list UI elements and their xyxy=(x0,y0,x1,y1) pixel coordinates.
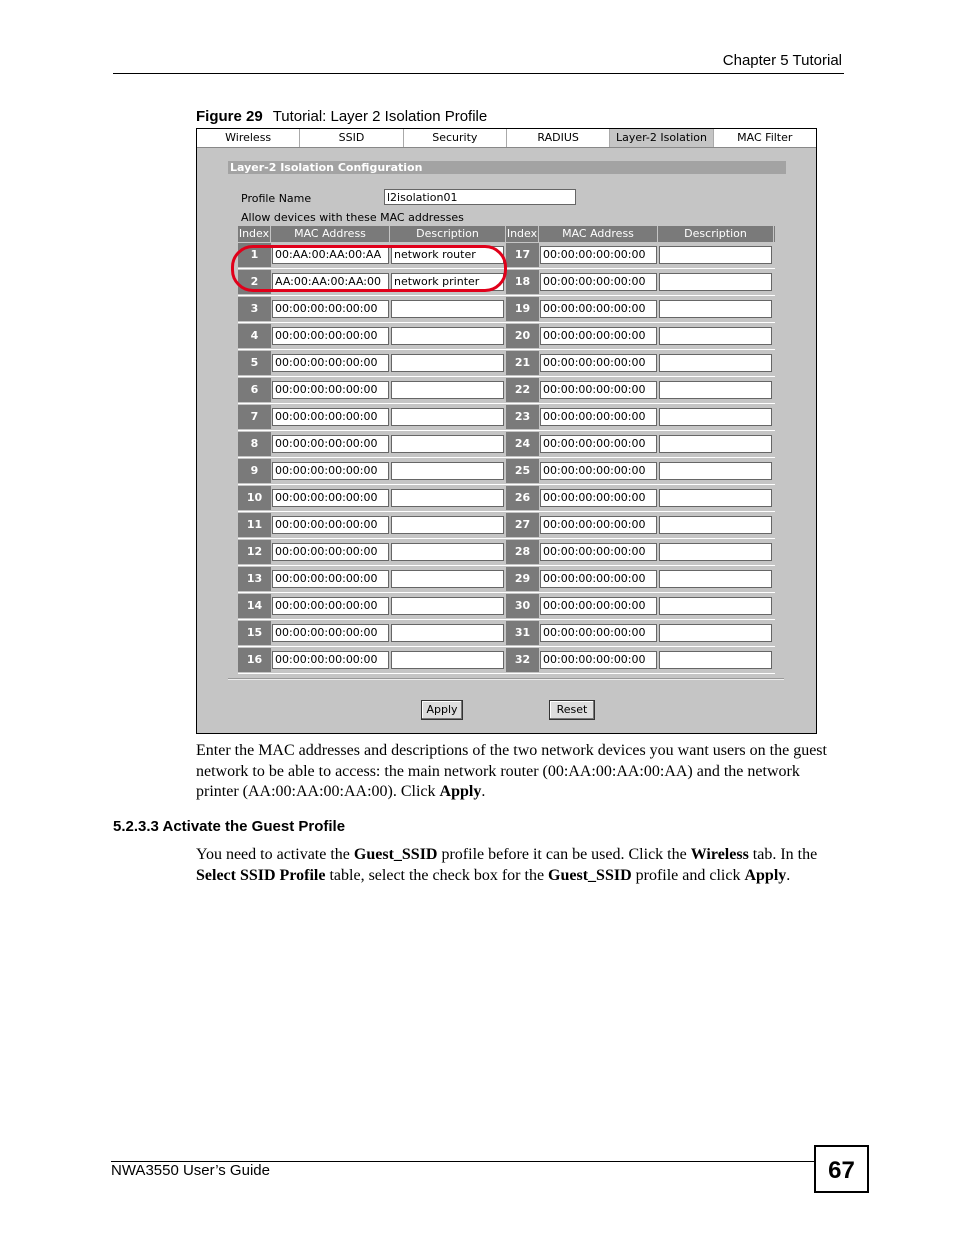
mac-address-input[interactable]: 00:00:00:00:00:00 xyxy=(272,489,389,507)
description-input[interactable] xyxy=(391,624,504,642)
description-input[interactable] xyxy=(659,327,772,345)
row-index: 16 xyxy=(238,648,271,672)
tab-layer-2-isolation[interactable]: Layer-2 Isolation xyxy=(610,129,713,147)
row-index: 18 xyxy=(506,270,539,294)
row-index: 32 xyxy=(506,648,539,672)
text-run: tab. In the xyxy=(748,846,818,863)
column-header: Description xyxy=(390,226,506,242)
row-index: 28 xyxy=(506,540,539,564)
tab-security[interactable]: Security xyxy=(404,129,507,147)
description-input[interactable] xyxy=(391,651,504,669)
description-input[interactable] xyxy=(391,327,504,345)
description-input[interactable] xyxy=(391,597,504,615)
mac-address-input[interactable]: 00:00:00:00:00:00 xyxy=(272,300,389,318)
mac-address-input[interactable]: 00:00:00:00:00:00 xyxy=(540,381,657,399)
text-run: . xyxy=(481,783,486,800)
description-input[interactable] xyxy=(659,408,772,426)
text-run: profile and click xyxy=(631,866,745,884)
allow-label: Allow devices with these MAC addresses xyxy=(241,211,464,224)
mac-address-input[interactable]: 00:00:00:00:00:00 xyxy=(540,543,657,561)
mac-address-input[interactable]: 00:00:00:00:00:00 xyxy=(272,624,389,642)
highlight-circle xyxy=(231,245,507,292)
mac-address-input[interactable]: 00:00:00:00:00:00 xyxy=(272,543,389,561)
mac-address-input[interactable]: 00:00:00:00:00:00 xyxy=(272,516,389,534)
description-input[interactable] xyxy=(659,543,772,561)
mac-address-input[interactable]: 00:00:00:00:00:00 xyxy=(272,570,389,588)
mac-address-input[interactable]: 00:00:00:00:00:00 xyxy=(540,273,657,291)
row-index: 21 xyxy=(506,351,539,375)
table-row xyxy=(238,377,775,404)
table-row xyxy=(238,620,775,647)
description-input[interactable] xyxy=(659,300,772,318)
bold-term: Apply xyxy=(439,783,482,800)
description-input[interactable] xyxy=(659,381,772,399)
figure-caption xyxy=(196,108,487,125)
mac-address-input[interactable]: 00:00:00:00:00:00 xyxy=(540,597,657,615)
row-index: 9 xyxy=(238,459,271,483)
text-run: You need to activate the xyxy=(196,846,354,863)
mac-address-input[interactable]: 00:00:00:00:00:00 xyxy=(540,570,657,588)
figure-label: Figure 29 xyxy=(196,108,263,125)
description-input[interactable] xyxy=(659,354,772,372)
table-header xyxy=(238,226,775,242)
mac-address-input[interactable]: 00:00:00:00:00:00 xyxy=(272,435,389,453)
paragraph-instructions xyxy=(196,741,841,803)
table-row xyxy=(238,323,775,350)
profile-name-label: Profile Name xyxy=(241,192,312,205)
row-index: 23 xyxy=(506,405,539,429)
description-input[interactable] xyxy=(391,435,504,453)
description-input[interactable] xyxy=(659,570,772,588)
description-input[interactable] xyxy=(391,300,504,318)
description-input[interactable] xyxy=(659,489,772,507)
column-header: MAC Address xyxy=(539,226,658,242)
mac-address-input[interactable]: 00:AA:00:AA:00:AA xyxy=(272,246,389,264)
row-index: 3 xyxy=(238,297,271,321)
row-index: 1 xyxy=(238,243,271,267)
row-index: 2 xyxy=(238,270,271,294)
mac-address-input[interactable]: 00:00:00:00:00:00 xyxy=(540,462,657,480)
row-index: 7 xyxy=(238,405,271,429)
row-index: 12 xyxy=(238,540,271,564)
row-index: 14 xyxy=(238,594,271,618)
description-input[interactable] xyxy=(659,597,772,615)
mac-address-input[interactable]: 00:00:00:00:00:00 xyxy=(540,651,657,669)
description-input[interactable] xyxy=(659,273,772,291)
row-index: 31 xyxy=(506,621,539,645)
description-input[interactable] xyxy=(659,651,772,669)
chapter-header: Chapter 5 Tutorial xyxy=(722,52,842,69)
row-index: 24 xyxy=(506,432,539,456)
description-input[interactable]: network printer xyxy=(391,273,504,291)
footer-guide: NWA3550 User’s Guide xyxy=(111,1162,270,1179)
page-number: 67 xyxy=(814,1145,869,1193)
mac-address-input[interactable]: 00:00:00:00:00:00 xyxy=(540,327,657,345)
mac-address-input[interactable]: AA:00:AA:00:AA:00 xyxy=(272,273,389,291)
description-input[interactable] xyxy=(659,462,772,480)
tab-ssid[interactable]: SSID xyxy=(300,129,403,147)
table-row xyxy=(238,404,775,431)
description-input[interactable] xyxy=(391,570,504,588)
paragraph-activate xyxy=(196,845,841,886)
table-row xyxy=(238,512,775,539)
description-input[interactable] xyxy=(391,462,504,480)
description-input[interactable] xyxy=(391,543,504,561)
table-row xyxy=(238,431,775,458)
bold-term: Guest_SSID xyxy=(353,846,438,863)
mac-address-input[interactable]: 00:00:00:00:00:00 xyxy=(540,354,657,372)
table-row xyxy=(238,296,775,323)
mac-address-input[interactable]: 00:00:00:00:00:00 xyxy=(540,435,657,453)
description-input[interactable] xyxy=(391,354,504,372)
table-body xyxy=(238,242,775,674)
row-index: 26 xyxy=(506,486,539,510)
tab-bar xyxy=(197,129,816,148)
figure-title: Tutorial: Layer 2 Isolation Profile xyxy=(272,108,488,125)
row-index: 5 xyxy=(238,351,271,375)
column-header: MAC Address xyxy=(271,226,390,242)
tab-radius[interactable]: RADIUS xyxy=(507,129,610,147)
description-input[interactable] xyxy=(659,624,772,642)
text-run: table, select the check box for the xyxy=(325,866,549,884)
table-row xyxy=(238,566,775,593)
mac-address-input[interactable]: 00:00:00:00:00:00 xyxy=(540,624,657,642)
row-index: 20 xyxy=(506,324,539,348)
tab-wireless[interactable]: Wireless xyxy=(197,129,300,147)
row-index: 13 xyxy=(238,567,271,591)
mac-address-input[interactable]: 00:00:00:00:00:00 xyxy=(540,516,657,534)
bold-term: Guest_SSID xyxy=(548,866,632,884)
row-index: 25 xyxy=(506,459,539,483)
table-row xyxy=(238,458,775,485)
mac-address-input[interactable]: 00:00:00:00:00:00 xyxy=(272,597,389,615)
divider xyxy=(228,678,784,680)
mac-address-input[interactable]: 00:00:00:00:00:00 xyxy=(540,246,657,264)
mac-address-input[interactable]: 00:00:00:00:00:00 xyxy=(540,408,657,426)
mac-address-input[interactable]: 00:00:00:00:00:00 xyxy=(272,651,389,669)
table-row xyxy=(238,350,775,377)
mac-address-input[interactable]: 00:00:00:00:00:00 xyxy=(272,408,389,426)
row-index: 30 xyxy=(506,594,539,618)
mac-address-input[interactable]: 00:00:00:00:00:00 xyxy=(540,300,657,318)
mac-table xyxy=(238,226,775,674)
column-header: Index xyxy=(238,227,270,240)
description-input[interactable] xyxy=(659,246,772,264)
row-index: 15 xyxy=(238,621,271,645)
bold-term: Select SSID Profile xyxy=(196,866,326,884)
row-index: 27 xyxy=(506,513,539,537)
description-input[interactable]: network router xyxy=(391,246,504,264)
row-index: 22 xyxy=(506,378,539,402)
description-input[interactable] xyxy=(391,489,504,507)
description-input[interactable] xyxy=(659,435,772,453)
row-index: 6 xyxy=(238,378,271,402)
mac-address-input[interactable]: 00:00:00:00:00:00 xyxy=(540,489,657,507)
header-rule xyxy=(113,73,844,74)
mac-address-input[interactable]: 00:00:00:00:00:00 xyxy=(272,462,389,480)
description-input[interactable] xyxy=(659,516,772,534)
row-index: 19 xyxy=(506,297,539,321)
bold-term: Wireless xyxy=(690,846,749,863)
bold-term: Apply xyxy=(744,866,787,884)
table-row xyxy=(238,539,775,566)
row-index: 10 xyxy=(238,486,271,510)
profile-name-input[interactable]: l2isolation01 xyxy=(384,189,576,205)
row-index: 11 xyxy=(238,513,271,537)
text-run: profile before it can be used. Click the xyxy=(437,846,691,863)
description-input[interactable] xyxy=(391,516,504,534)
tab-mac-filter[interactable]: MAC Filter xyxy=(737,131,793,144)
section-title: Layer-2 Isolation Configuration xyxy=(228,161,786,174)
row-index: 29 xyxy=(506,567,539,591)
text-run: . xyxy=(786,866,791,884)
description-input[interactable] xyxy=(391,381,504,399)
description-input[interactable] xyxy=(391,408,504,426)
mac-address-input[interactable]: 00:00:00:00:00:00 xyxy=(272,354,389,372)
table-row xyxy=(238,593,775,620)
table-row xyxy=(238,485,775,512)
row-index: 4 xyxy=(238,324,271,348)
column-header: Index xyxy=(506,227,538,240)
mac-address-input[interactable]: 00:00:00:00:00:00 xyxy=(272,327,389,345)
screenshot-panel xyxy=(196,128,817,734)
row-index: 17 xyxy=(506,243,539,267)
reset-button[interactable]: Reset xyxy=(549,700,595,720)
section-heading: 5.2.3.3 Activate the Guest Profile xyxy=(113,818,346,835)
table-row xyxy=(238,647,775,674)
row-index: 8 xyxy=(238,432,271,456)
text-run: Enter the MAC addresses and descriptions of the two network devices you want users on the guest network to be able to access: the main network router (00:AA:00:AA:00:AA) and the network printer (AA:00:AA:00:AA:00). Click xyxy=(196,742,827,800)
apply-button[interactable]: Apply xyxy=(421,700,463,720)
column-header: Description xyxy=(658,226,774,242)
mac-address-input[interactable]: 00:00:00:00:00:00 xyxy=(272,381,389,399)
